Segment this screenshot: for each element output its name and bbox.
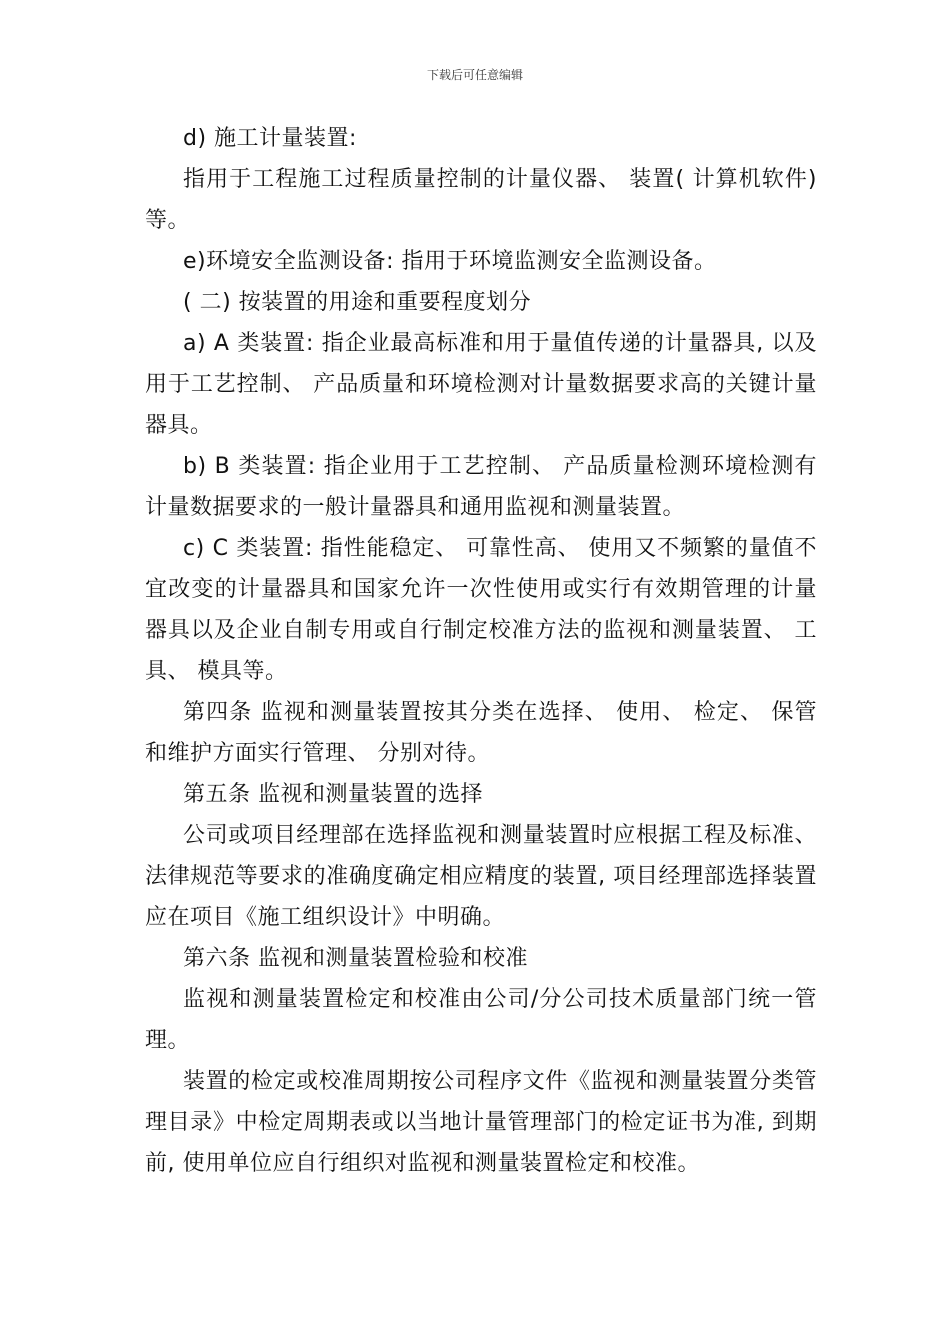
paragraph-d-construction-devices: d) 施工计量装置:	[183, 126, 357, 151]
paragraph-class-b: b) B 类装置: 指企业用于工艺控制、 产品质量检测环境检测有计量数据要求的一般计量器具和通用监视和测量装置。	[145, 454, 817, 520]
paragraph-d-definition: 指用于工程施工过程质量控制的计量仪器、 装置( 计算机软件) 等。	[145, 167, 825, 233]
paragraph-e-environment-devices: e)环境安全监测设备: 指用于环境监测安全监测设备。	[183, 249, 717, 274]
article-5-heading: 第五条 监视和测量装置的选择	[183, 782, 483, 807]
article-4: 第四条 监视和测量装置按其分类在选择、 使用、 检定、 保管和维护方面实行管理、 分别对待。	[145, 700, 817, 766]
article-6-heading: 第六条 监视和测量装置检验和校准	[183, 946, 528, 971]
article-6-body-2: 装置的检定或校准周期按公司程序文件《监视和测量装置分类管理目录》中检定周期表或以当地计量管理部门的检定证书为准, 到期前, 使用单位应自行组织对监视和测量装置检定和校准。	[145, 1069, 817, 1176]
paragraph-class-a: a) A 类装置: 指企业最高标准和用于量值传递的计量器具, 以及用于工艺控制、 产品质量和环境检测对计量数据要求高的关键计量器具。	[145, 331, 817, 438]
header-note: 下载后可任意编辑	[426, 68, 523, 82]
document-body	[145, 118, 825, 1184]
article-5-body: 公司或项目经理部在选择监视和测量装置时应根据工程及标准、 法律规范等要求的准确度确定相应精度的装置, 项目经理部选择装置应在项目《施工组织设计》中明确。	[145, 823, 825, 930]
paragraph-class-c: c) C 类装置: 指性能稳定、 可靠性高、 使用又不频繁的量值不宜改变的计量器具和国家允许一次性使用或实行有效期管理的计量器具以及企业自制专用或自行制定校准方法的监视和测量装置、 工具、 模具等。	[145, 536, 817, 684]
article-6-body-1: 监视和测量装置检定和校准由公司/分公司技术质量部门统一管理。	[145, 987, 817, 1053]
section-heading-classification: ( 二) 按装置的用途和重要程度划分	[183, 290, 532, 315]
